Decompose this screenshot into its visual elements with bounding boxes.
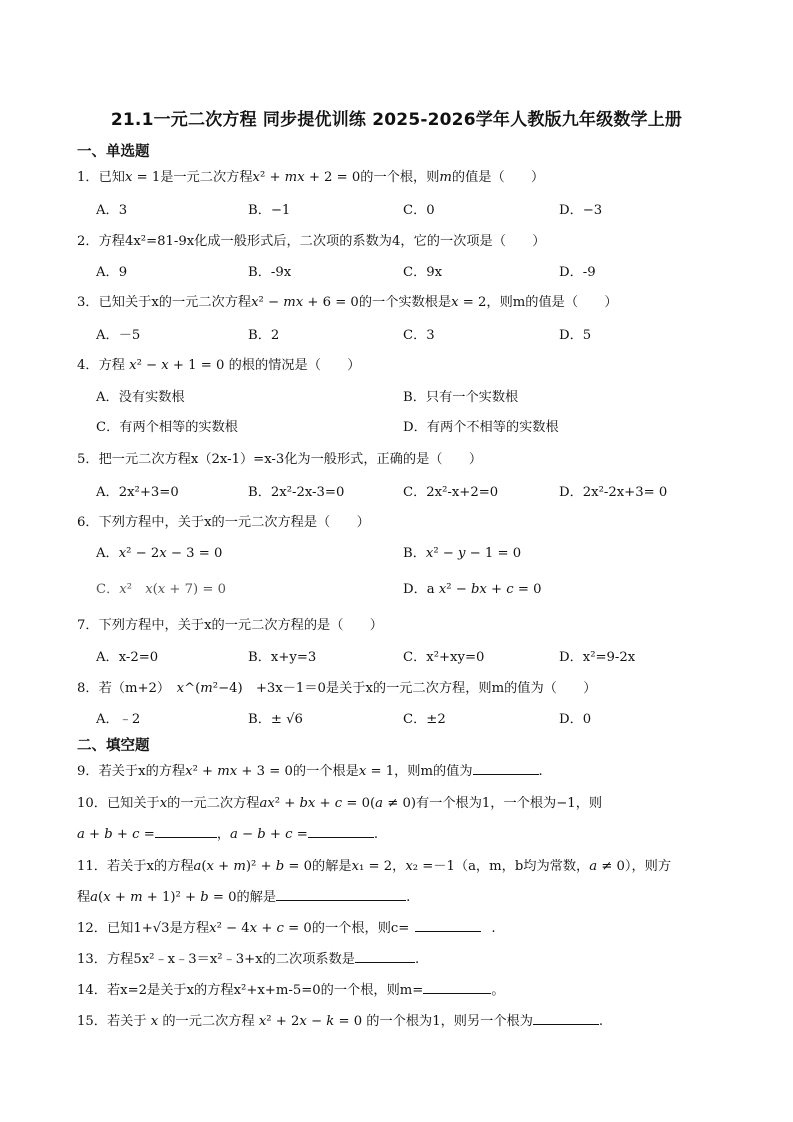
question-1: 1．已知𝑥 = 1是一元二次方程𝑥² + 𝑚𝑥 + 2 = 0的一个根，则𝑚的值是（ ）: [77, 170, 545, 185]
q14-answer-blank[interactable]: [423, 979, 491, 994]
q15-answer-blank[interactable]: [533, 1010, 599, 1025]
q10-answer-blank-2[interactable]: [308, 823, 374, 838]
section-fill-blank: 二、填空题: [77, 738, 150, 754]
q5-option-c: C．2x²-x+2=0: [403, 485, 499, 500]
q5-option-a: A．2x²+3=0: [96, 485, 179, 500]
q2-option-b: B．-9x: [248, 265, 292, 280]
question-4: 4．方程 𝑥² − 𝑥 + 1 = 0 的根的情况是（ ）: [77, 358, 361, 373]
q7-option-c: C．x²+xy=0: [403, 650, 485, 665]
question-14: 14．若x=2是关于x的方程x²+x+m-5=0的一个根，则m= 。: [77, 979, 505, 998]
q7-option-a: A．x-2=0: [96, 650, 159, 665]
q7-option-d: D．x²=9-2x: [559, 650, 636, 665]
q6-option-b: B．𝑥² − 𝑦 − 1 = 0: [403, 546, 522, 561]
q1-option-a: A．3: [96, 203, 128, 218]
question-3: 3．已知关于x的一元二次方程𝑥² − 𝑚𝑥 + 6 = 0的一个实数根是𝑥 = 2，则m的值是（ ）: [77, 295, 618, 310]
question-9: 9．若关于x的方程𝑥² + 𝑚𝑥 + 3 = 0的一个根是𝑥 = 1，则m的值为 .: [77, 760, 543, 779]
question-7: 7．下列方程中，关于x的一元二次方程的是（ ）: [77, 618, 383, 633]
question-5: 5．把一元二次方程x（2x-1）=x-3化为一般形式，正确的是（ ）: [77, 452, 483, 467]
section-single-choice: 一、单选题: [77, 144, 150, 160]
q5-option-d: D．2x²-2x+3= 0: [559, 485, 668, 500]
q8-option-d: D．0: [559, 712, 592, 727]
q12-answer-blank[interactable]: [415, 917, 481, 932]
q11-answer-blank[interactable]: [276, 886, 406, 901]
q3-option-b: B．2: [248, 328, 280, 343]
q4-option-a: A．没有实数根: [96, 390, 185, 405]
q3-option-d: D．5: [559, 328, 592, 343]
q6-option-a: A．𝑥² − 2𝑥 − 3 = 0: [96, 546, 223, 561]
q13-answer-blank[interactable]: [355, 948, 415, 963]
question-10: 10．已知关于𝑥的一元二次方程𝑎𝑥² + 𝑏𝑥 + 𝑐 = 0(𝑎 ≠ 0)有一个根为1，一个根为−1，则: [77, 796, 603, 811]
question-6: 6．下列方程中，关于x的一元二次方程是（ ）: [77, 515, 370, 530]
q4-option-b: B．只有一个实数根: [403, 390, 519, 405]
q9-answer-blank[interactable]: [473, 760, 539, 775]
q2-option-c: C．9x: [403, 265, 443, 280]
q4-option-d: D．有两个不相等的实数根: [403, 420, 559, 435]
q3-option-a: A．－5: [96, 328, 141, 343]
q8-option-c: C．±2: [403, 712, 446, 727]
q4-option-c: C．有两个相等的实数根: [96, 420, 238, 435]
question-12: 12．已知1+√3是方程𝑥² − 4𝑥 + 𝑐 = 0的一个根，则c= .: [77, 917, 496, 936]
q6-option-d: D．a 𝑥² − 𝑏𝑥 + 𝑐 = 0: [403, 582, 542, 597]
question-2: 2．方程4x²=81-9x化成一般形式后，二次项的系数为4，它的一次项是（ ）: [77, 234, 546, 249]
q10-answer-blank-1[interactable]: [155, 823, 217, 838]
question-8: 8．若（m+2） 𝑥^(𝑚²−4) +3x－1＝0是关于x的一元二次方程，则m的值为（ ）: [77, 681, 597, 696]
q8-option-b: B．± √6: [248, 712, 303, 727]
q3-option-c: C．3: [403, 328, 435, 343]
question-11-line2: 程𝑎(𝑥 + 𝑚 + 1)² + 𝑏 = 0的解是 .: [77, 886, 410, 905]
question-11: 11．若关于x的方程𝑎(𝑥 + 𝑚)² + 𝑏 = 0的解是𝑥₁ = 2，𝑥₂ =－1（a，m，b均为常数，𝑎 ≠ 0），则方: [77, 859, 672, 874]
document-title: 21.1一元二次方程 同步提优训练 2025-2026学年人教版九年级数学上册: [110, 110, 683, 130]
question-15: 15．若关于 𝑥 的一元二次方程 𝑥² + 2𝑥 − 𝑘 = 0 的一个根为1，则另一个根为 .: [77, 1010, 603, 1029]
q7-option-b: B．x+y=3: [248, 650, 317, 665]
q5-option-b: B．2x²-2x-3=0: [248, 485, 345, 500]
q6-option-c: C．𝑥² 𝑥(𝑥 + 7) = 0: [96, 582, 227, 597]
q1-option-c: C．0: [403, 203, 435, 218]
q2-option-a: A．9: [96, 265, 128, 280]
q1-option-b: B．−1: [248, 203, 291, 218]
q1-option-d: D．−3: [559, 203, 603, 218]
question-13: 13．方程5x²﹣x﹣3＝x²﹣3+x的二次项系数是 .: [77, 948, 419, 967]
q8-option-a: A．﹣2: [96, 712, 141, 727]
q2-option-d: D．-9: [559, 265, 596, 280]
question-10-line2: 𝑎 + 𝑏 + 𝑐 = ，𝑎 − 𝑏 + 𝑐 = .: [77, 823, 378, 842]
